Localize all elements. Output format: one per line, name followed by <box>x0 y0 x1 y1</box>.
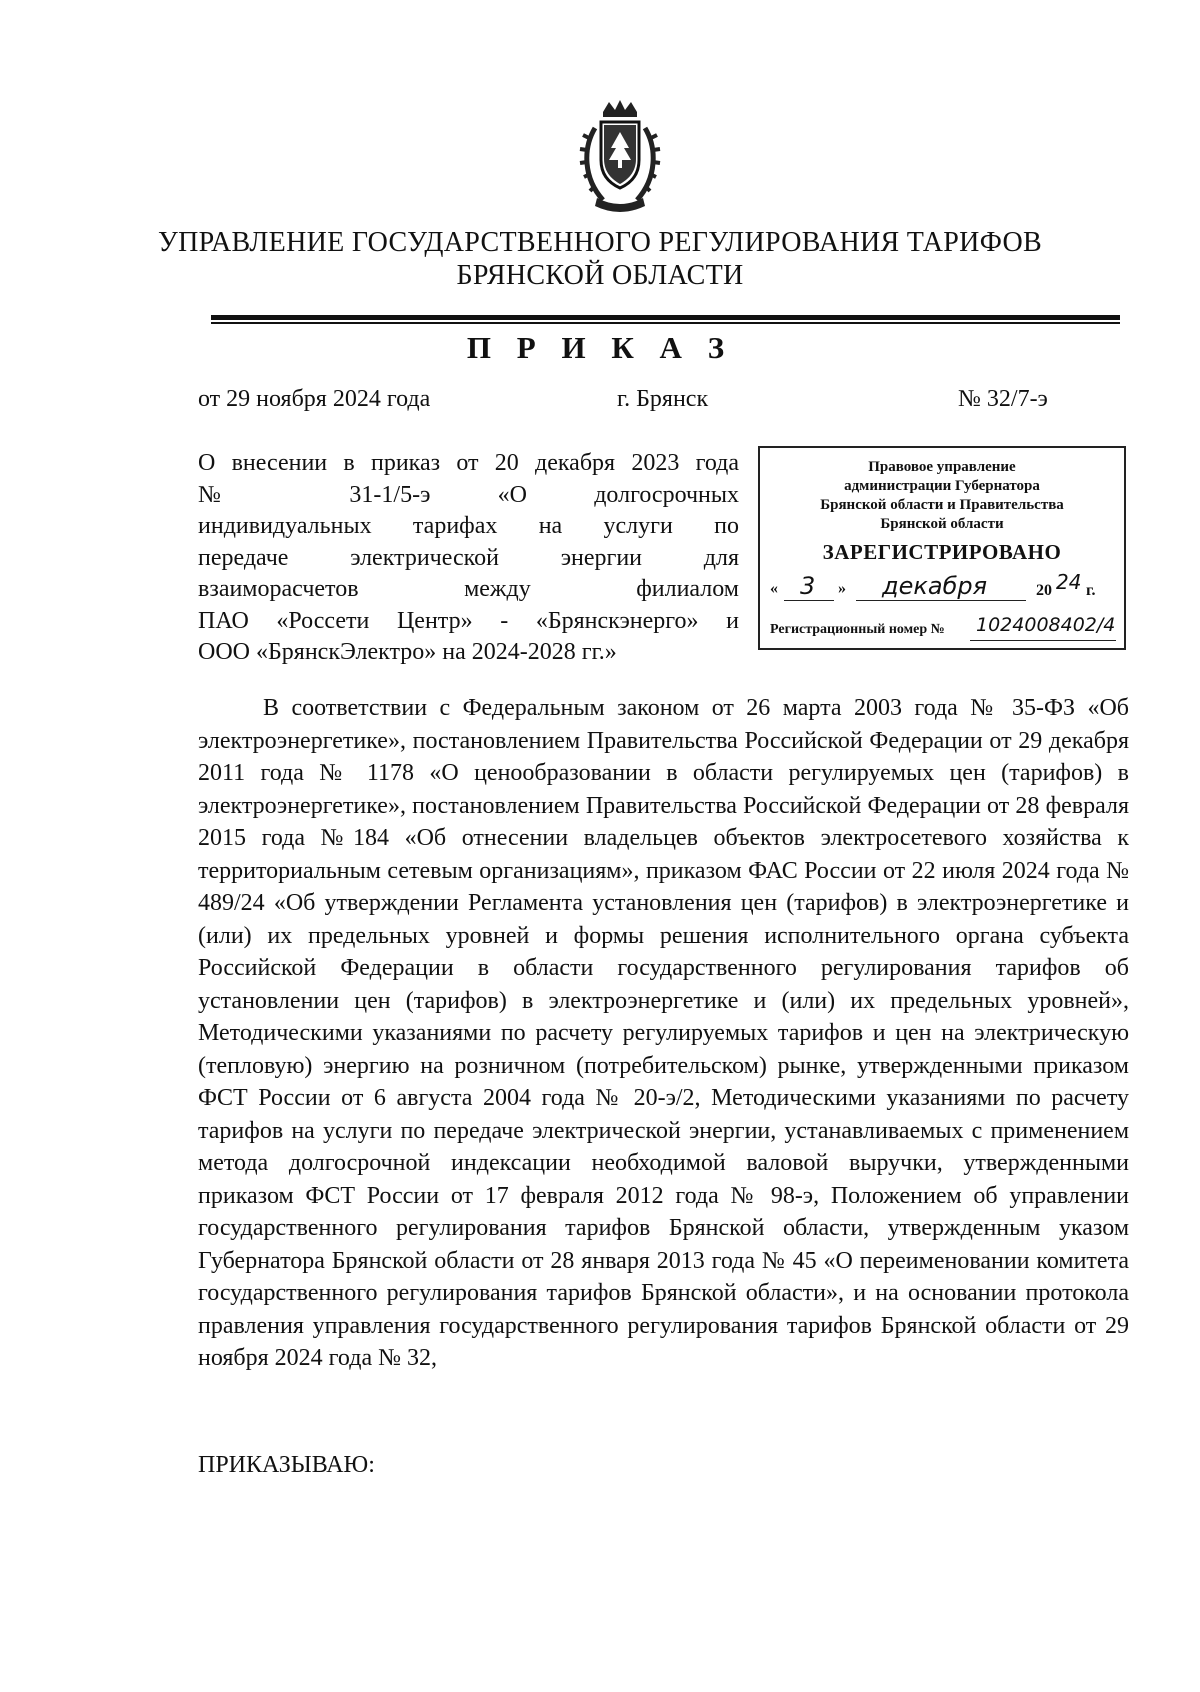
order-directive: ПРИКАЗЫВАЮ: <box>198 1452 375 1478</box>
reg-number-underline <box>970 640 1116 641</box>
stamp-authority-line: Брянской области и Правительства <box>820 497 1064 513</box>
quote-mark: » <box>838 580 846 597</box>
day-underline <box>784 600 834 601</box>
subject-line: ПАО «Россети Центр» - «Брянскэнерго» и <box>198 607 739 634</box>
stamp-month: декабря <box>882 572 988 600</box>
subject-line: № 31-1/5-э «О долгосрочных <box>198 481 739 508</box>
stamp-authority-line: администрации Губернатора <box>844 478 1040 494</box>
reg-number-label: Регистрационный номер № <box>770 622 945 637</box>
order-date: от 29 ноября 2024 года <box>198 386 431 412</box>
quote-mark: « <box>770 580 778 597</box>
reg-number-value: 1024008402/4 <box>976 614 1116 636</box>
stamp-authority-line: Правовое управление <box>868 459 1016 475</box>
subject-line: О внесении в приказ от 20 декабря 2023 года <box>198 450 739 476</box>
header-divider-thin <box>211 322 1120 324</box>
stamp-authority-line: Брянской области <box>880 516 1004 532</box>
stamp-registered-label: ЗАРЕГИСТРИРОВАНО <box>822 540 1062 564</box>
subject-line: взаиморасчетов между филиалом <box>198 576 739 602</box>
stamp-date <box>760 570 1128 604</box>
coat-of-arms-icon <box>573 98 667 218</box>
stamp-day: 3 <box>800 572 816 600</box>
document-title: П Р И К А З <box>466 330 734 365</box>
stamp-registration-number <box>770 614 1120 644</box>
body-paragraph: В соответствии с Федеральным законом от 26 марта 2003 года № 35-ФЗ «Об электроэнергетике», постановлением Правительства Российской Федерации от 29 декабря 2011 года № 1178 «О ценообразовании в области регулируемых цен (тарифов) в электроэнергетике», постановлением Правительства Российской Федерации от 28 февраля 2015 года №184 «Об отнесении владельцев объектов электросетевого хозяйства к территориальным сетевым организациям», приказом ФАС России от 22 июля 2024 года № 489/24 «Об утверждении Регламента установления цен (тарифов) в электроэнергетике и (или) их предельных уровней и формы решения исполнительного органа субъекта Российской Федерации в области государственного регулирования тарифов об установлении цен (тарифов) в электроэнергетике и (или) их предельных уровней», Методическими указаниями по расчету регулируемых тарифов и цен на электрическую (тепловую) энергию на розничном (потребительском) рынке, утвержденными приказом ФСТ России от 6 августа 2004 года № 20-э/2, Методическими указаниями по расчету тарифов на услуги по передаче электрической энергии, устанавливаемых с применением метода долгосрочной индексации необходимой валовой выручки, утвержденными приказом ФСТ России от 17 февраля 2012 года № 98-э, Положением об управлении государственного регулирования тарифов Брянской области, утвержденным указом Губернатора Брянской области от 28 января 2013 года № 45 «О переименовании комитета государственного регулирования тарифов Брянской области», и на основании протокола правления управления государственного регулирования тарифов Брянской области от 29 ноября 2024 года № 32, <box>198 695 1129 1371</box>
order-number: № 32/7-э <box>958 386 1048 412</box>
subject-line: передаче электрической энергии для <box>198 544 739 571</box>
subject-line: ООО «БрянскЭлектро» на 2024-2028 гг.» <box>198 639 617 665</box>
subject-line: индивидуальных тарифах на услуги по <box>198 513 739 539</box>
order-city: г. Брянск <box>617 386 709 412</box>
order-body <box>198 692 1129 1375</box>
organization-name-line2: БРЯНСКОЙ ОБЛАСТИ <box>456 260 744 291</box>
month-underline <box>856 600 1026 601</box>
stamp-year-prefix: 20 <box>1036 582 1052 599</box>
organization-name-line1: УПРАВЛЕНИЕ ГОСУДАРСТВЕННОГО РЕГУЛИРОВАНИЯ ТАРИФОВ <box>158 227 1042 258</box>
registration-stamp <box>758 446 1126 650</box>
order-subject <box>198 448 739 669</box>
header-divider <box>211 315 1120 320</box>
stamp-year-suffix: 24 <box>1056 570 1082 594</box>
organization-name <box>150 226 1050 292</box>
stamp-year-unit: г. <box>1086 582 1096 599</box>
